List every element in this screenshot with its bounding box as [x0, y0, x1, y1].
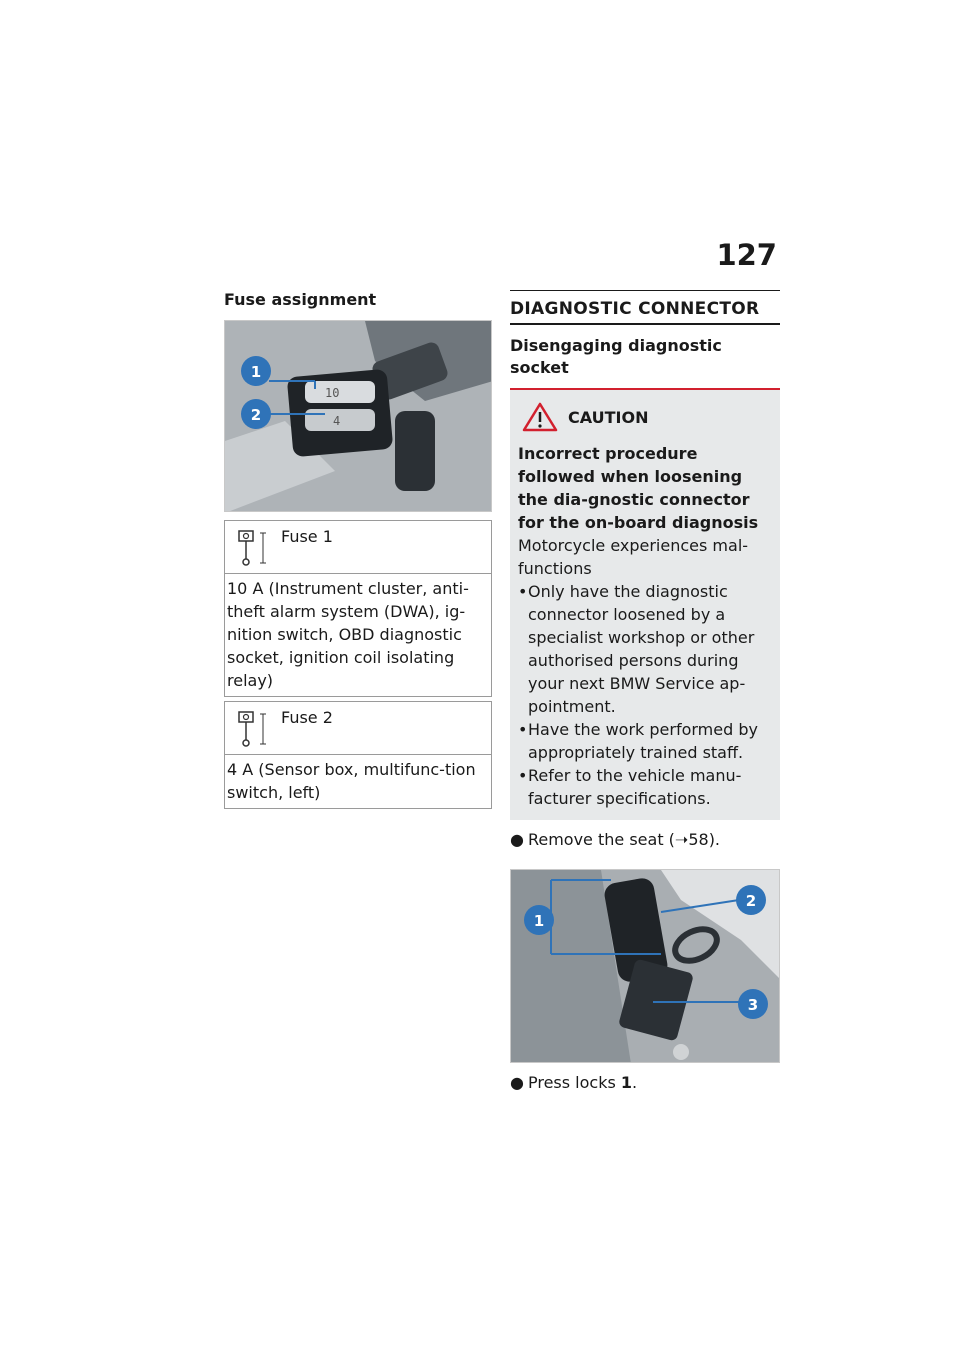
section-rule	[510, 290, 780, 325]
caution-bullet: • Refer to the vehicle manu-facturer specifications.	[518, 764, 772, 810]
fuse-1-header	[225, 521, 491, 574]
page-reference-link[interactable]: 58	[688, 830, 709, 849]
step-press-locks-text: Press locks	[527, 1073, 621, 1092]
caution-label: CAUTION	[568, 407, 649, 427]
caution-box	[510, 390, 780, 820]
step-remove-seat-close: ).	[708, 830, 721, 849]
step-remove-seat	[510, 828, 780, 851]
step-bullet-icon: ●	[510, 1073, 524, 1092]
fuse-2-table	[224, 701, 492, 809]
page-reference-arrow-icon[interactable]: ➝	[674, 830, 689, 849]
caution-consequence: Motorcycle experiences mal-functions	[518, 536, 749, 578]
left-column	[224, 290, 492, 809]
step-press-locks-end: .	[632, 1073, 638, 1092]
caution-bullet-list	[518, 580, 772, 810]
fuse-label-10: 10	[325, 385, 340, 400]
fuse-box-illustration	[225, 321, 492, 512]
step-remove-seat-text: Remove the seat (	[527, 830, 675, 849]
caution-header	[518, 402, 772, 432]
callout-number-2: 2	[250, 405, 262, 424]
fuse-2-name: Fuse 2	[281, 707, 333, 727]
fuse-icon	[233, 706, 277, 750]
fuse-1-name: Fuse 1	[281, 526, 333, 546]
callout-number-1: 1	[533, 912, 545, 930]
page-number: 127	[716, 238, 777, 272]
section-title: DIAGNOSTIC CONNECTOR	[510, 291, 780, 325]
caution-bullet: • Have the work performed by appropriately trained staff.	[518, 718, 772, 764]
caution-title: Incorrect procedure followed when loosening the dia-gnostic connector for the on-board diagnosis	[518, 444, 759, 532]
step-press-locks	[510, 1071, 780, 1094]
right-column	[510, 290, 780, 1094]
fuse-label-4: 4	[333, 413, 341, 428]
fuse-2-header	[225, 702, 491, 755]
caution-bullet: • Only have the diagnostic connector loosened by a specialist workshop or other authorised persons during your next BMW Service ap-pointment.	[518, 580, 772, 718]
fuse-1-table	[224, 520, 492, 697]
diagnostic-socket-photo	[510, 869, 780, 1063]
diagnostic-socket-illustration	[511, 870, 780, 1063]
fuse-1-description: 10 A (Instrument cluster, anti-theft alarm system (DWA), ig-nition switch, OBD diagnostic socket, ignition coil isolating relay)	[227, 578, 469, 690]
step-bullet-icon: ●	[510, 830, 524, 849]
fuse-2-description: 4 A (Sensor box, multifunc-tion switch, left)	[227, 759, 476, 802]
step-press-locks-number: 1	[620, 1073, 633, 1092]
callout-number-1: 1	[250, 362, 262, 381]
disengaging-heading: Disengaging diagnostic socket	[510, 335, 780, 390]
callout-number-3: 3	[747, 996, 759, 1014]
fuse-icon	[233, 525, 277, 569]
fuse-assignment-heading: Fuse assignment	[224, 290, 377, 309]
callout-number-2: 2	[745, 892, 757, 910]
fuse-box-photo	[224, 320, 492, 512]
warning-triangle-icon	[522, 402, 558, 432]
